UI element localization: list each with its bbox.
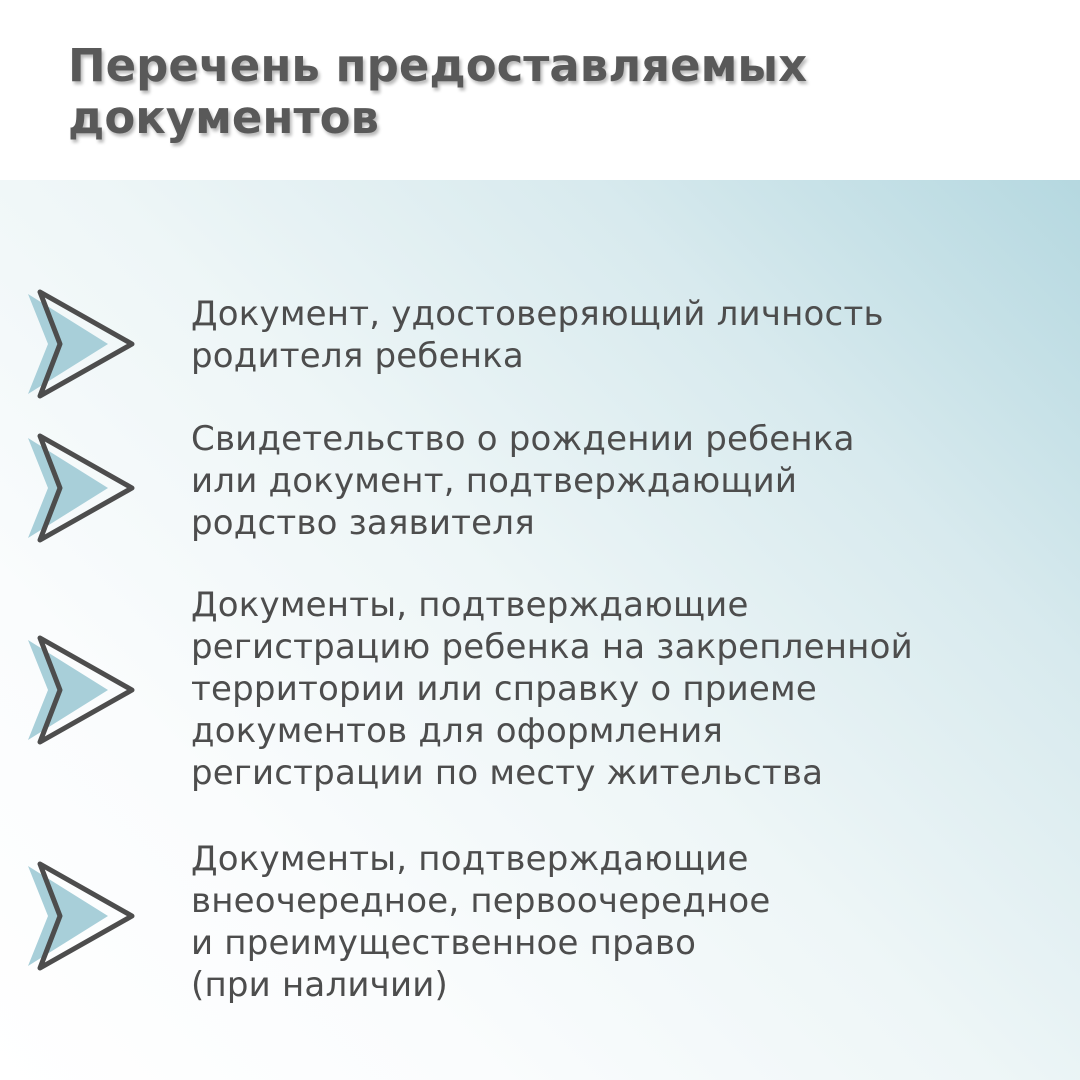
- document-item-text: Документ, удостоверяющий личность родителя ребенка: [191, 294, 884, 376]
- chevron-arrow-icon: [24, 288, 136, 400]
- chevron-arrow-icon: [24, 860, 136, 972]
- document-item-text: Свидетельство о рождении ребенка или документ, подтверждающий родство заявителя: [191, 419, 855, 543]
- document-item-text: Документы, подтверждающие регистрацию ребенка на закрепленной территории или справку о приеме документов для оформления регистрации по месту жительства: [191, 585, 913, 793]
- document-item-text: Документы, подтверждающие внеочередное, первоочередное и преимущественное право (при наличии): [191, 839, 771, 1005]
- page-title: Перечень предоставляемых документов: [68, 39, 808, 144]
- header: [0, 0, 1080, 180]
- chevron-arrow-icon: [24, 634, 136, 746]
- chevron-arrow-icon: [24, 432, 136, 544]
